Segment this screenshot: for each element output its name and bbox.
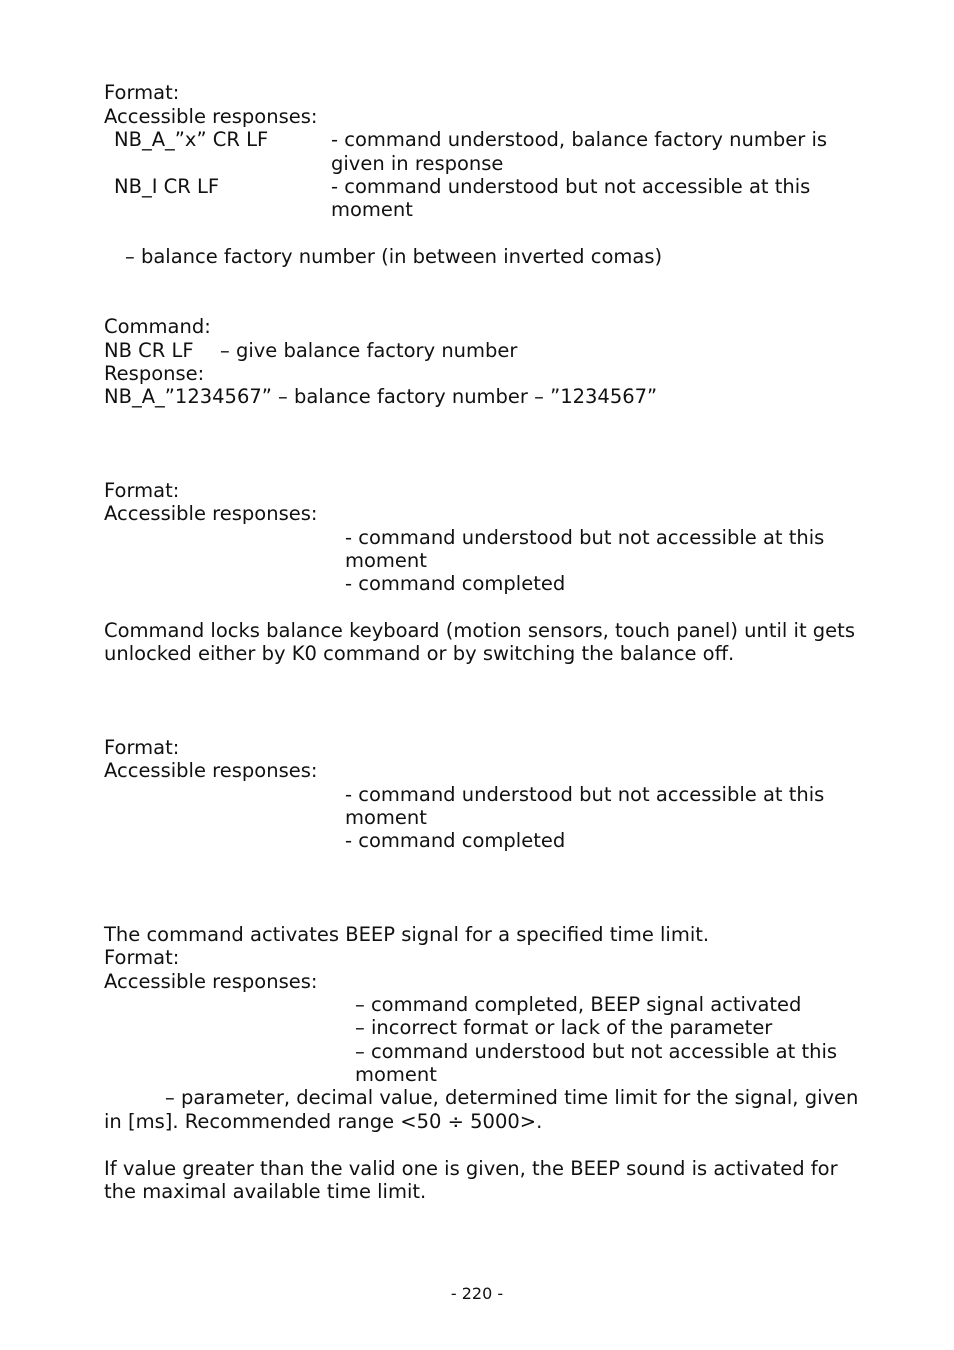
beep-note-2: the maximal available time limit.	[104, 1180, 427, 1203]
k0-response-1a: - command understood but not accessible at this	[345, 783, 825, 806]
nb-example-command-code: NB CR LF	[104, 339, 194, 362]
k0-response-1b: moment	[345, 806, 427, 829]
k1-description-2: unlocked either by K0 command or by switching the balance off.	[104, 642, 735, 665]
k0-format-label: Format:	[104, 736, 180, 759]
beep-parameter-2: in [ms]. Recommended range <50 ÷ 5000>.	[104, 1110, 543, 1133]
beep-response-3a: – command understood but not accessible at this	[355, 1040, 838, 1063]
nb-example-response-label: Response:	[104, 362, 205, 385]
nb-response-desc-2a: - command understood but not accessible at this	[331, 175, 811, 198]
k1-description-1: Command locks balance keyboard (motion sensors, touch panel) until it gets	[104, 619, 855, 642]
beep-response-2: – incorrect format or lack of the parameter	[355, 1016, 773, 1039]
k1-response-1b: moment	[345, 549, 427, 572]
nb-response-desc-2b: moment	[331, 198, 413, 221]
k1-format-label: Format:	[104, 479, 180, 502]
k1-responses-label: Accessible responses:	[104, 502, 318, 525]
nb-format-label: Format:	[104, 81, 180, 104]
beep-response-1: – command completed, BEEP signal activated	[355, 993, 802, 1016]
k0-response-2: - command completed	[345, 829, 566, 852]
nb-response-code-1: NB_A_”x” CR LF	[114, 128, 269, 151]
beep-intro: The command activates BEEP signal for a specified time limit.	[104, 923, 710, 946]
k1-response-1a: - command understood but not accessible at this	[345, 526, 825, 549]
nb-response-desc-1a: - command understood, balance factory number is	[331, 128, 828, 151]
beep-response-3b: moment	[355, 1063, 437, 1086]
nb-example-response-text: NB_A_”1234567” – balance factory number – ”1234567”	[104, 385, 658, 408]
beep-note-1: If value greater than the valid one is given, the BEEP sound is activated for	[104, 1157, 838, 1180]
beep-parameter-1: – parameter, decimal value, determined time limit for the signal, given	[165, 1086, 859, 1109]
nb-parameter-note: – balance factory number (in between inverted comas)	[125, 245, 663, 268]
k0-responses-label: Accessible responses:	[104, 759, 318, 782]
nb-example-command-label: Command:	[104, 315, 211, 338]
beep-format-label: Format:	[104, 946, 180, 969]
nb-response-desc-1b: given in response	[331, 152, 504, 175]
beep-responses-label: Accessible responses:	[104, 970, 318, 993]
nb-responses-label: Accessible responses:	[104, 105, 318, 128]
page-number: - 220 -	[450, 1284, 504, 1303]
nb-example-command-desc: – give balance factory number	[220, 339, 518, 362]
nb-response-code-2: NB_I CR LF	[114, 175, 220, 198]
k1-response-2: - command completed	[345, 572, 566, 595]
